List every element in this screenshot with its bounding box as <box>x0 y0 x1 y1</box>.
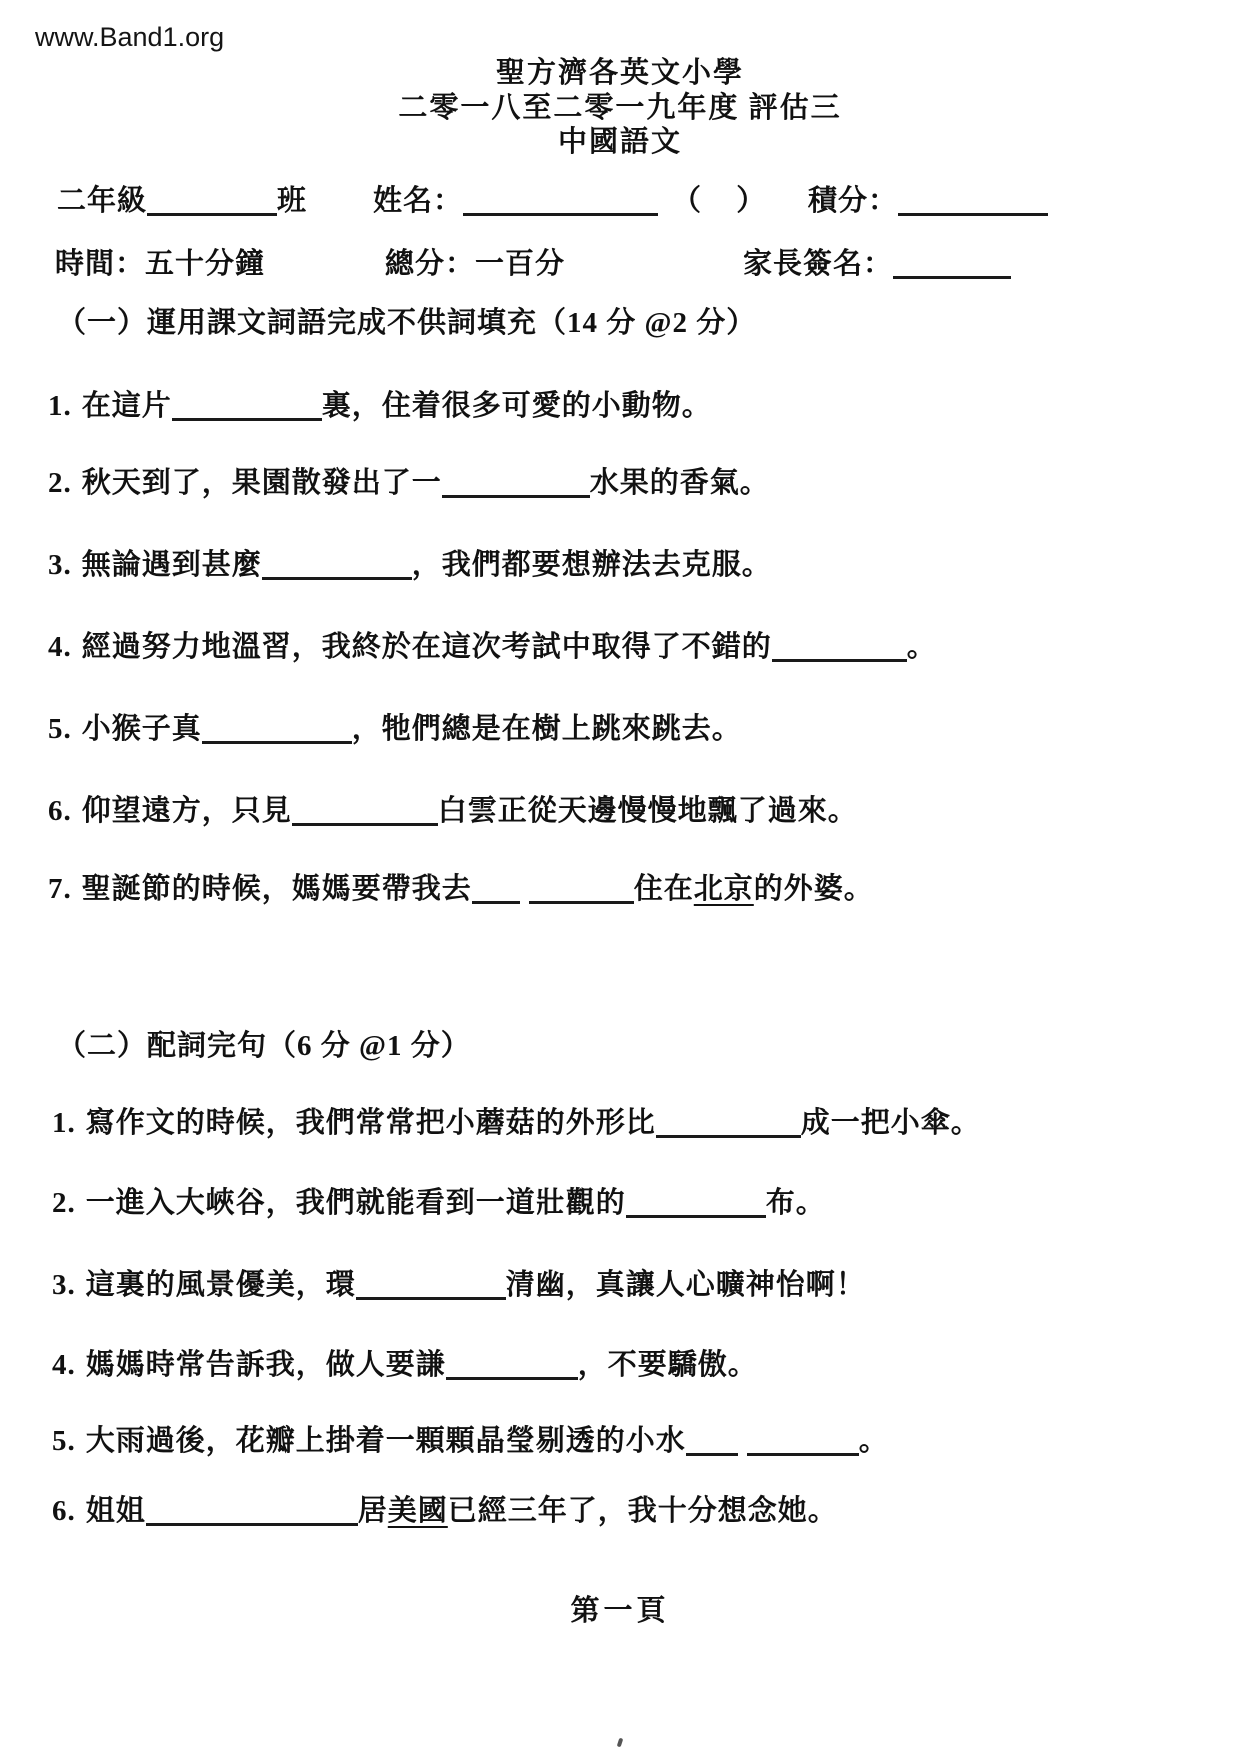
question-number: 3. <box>52 1269 76 1301</box>
question-number: 6. <box>48 795 72 827</box>
school-name: 聖方濟各英文小學 <box>495 57 744 89</box>
question-text: 已經三年了，我十分想念她。 <box>447 1495 838 1527</box>
answer-blank <box>172 389 322 421</box>
question-text: 在這片 <box>81 390 172 422</box>
s2-question-3 <box>52 1262 866 1303</box>
parent-sign-label: 家長簽名： <box>743 248 894 280</box>
question-text: 。 <box>858 1425 889 1457</box>
question-number: 4. <box>52 1349 76 1381</box>
section1-heading: （一）運用課文詞語完成不供詞填充（14 分 @2 分） <box>57 307 757 339</box>
s2-question-1 <box>52 1100 981 1141</box>
s2-question-2 <box>52 1180 826 1221</box>
s1-question-6 <box>48 788 858 829</box>
question-number: 5. <box>48 713 72 745</box>
name-field <box>373 178 779 219</box>
answer-blank <box>626 1186 766 1218</box>
question-text: 秋天到了，果園散發出了一 <box>81 467 442 499</box>
question-text: 無論遇到甚麼 <box>81 549 262 581</box>
question-number: 2. <box>52 1187 76 1219</box>
s1-question-4 <box>48 624 937 665</box>
s2-question-6 <box>52 1488 838 1529</box>
answer-blank <box>472 872 520 904</box>
s1-question-2 <box>48 460 770 501</box>
answer-blank <box>292 794 438 826</box>
s1-question-3 <box>48 542 772 583</box>
subject-title: 中國語文 <box>557 126 682 158</box>
question-text: 大雨過後，花瓣上掛着一顆顆晶瑩剔透的小水 <box>85 1425 686 1457</box>
grade-class-field <box>57 178 307 219</box>
question-text: 白雲正從天邊慢慢地飄了過來。 <box>437 795 858 827</box>
answer-blank <box>686 1424 738 1456</box>
question-text: 住在 <box>633 873 694 905</box>
question-text: 水果的香氣。 <box>589 467 770 499</box>
class-number-paren: （ ） <box>672 185 780 217</box>
class-label: 班 <box>277 185 308 217</box>
s1-question-1 <box>48 383 712 424</box>
s1-question-5 <box>48 706 742 747</box>
question-text: ，不要驕傲。 <box>577 1349 758 1381</box>
question-text: 一進入大峽谷，我們就能看到一道壯觀的 <box>85 1187 626 1219</box>
score-label: 積分： <box>808 185 899 217</box>
question-text: 這裏的風景優美，環 <box>85 1269 356 1301</box>
answer-blank <box>146 1494 358 1526</box>
s1-question-7 <box>48 866 874 907</box>
s2-question-5 <box>52 1418 889 1459</box>
question-number: 1. <box>52 1107 76 1139</box>
parent-signature-field <box>743 241 1011 282</box>
question-text: 成一把小傘。 <box>800 1107 981 1139</box>
answer-blank <box>262 548 412 580</box>
time-field: 時間：五十分鐘 <box>55 248 266 280</box>
answer-blank <box>747 1424 859 1456</box>
question-text: 小猴子真 <box>81 713 202 745</box>
question-number: 6. <box>52 1495 76 1527</box>
question-text: ，牠們總是在樹上跳來跳去。 <box>351 713 742 745</box>
question-number: 1. <box>48 390 72 422</box>
answer-blank <box>446 1348 578 1380</box>
question-number: 4. <box>48 631 72 663</box>
question-number: 5. <box>52 1425 76 1457</box>
place-name-underlined: 美國 <box>387 1495 448 1527</box>
total-score-field: 總分：一百分 <box>385 248 566 280</box>
question-text: ，我們都要想辦法去克服。 <box>411 549 772 581</box>
question-number: 7. <box>48 873 72 905</box>
question-text: 。 <box>906 631 937 663</box>
answer-blank <box>202 712 352 744</box>
question-text: 仰望遠方，只見 <box>81 795 292 827</box>
question-number: 3. <box>48 549 72 581</box>
question-text: 的外婆。 <box>753 873 874 905</box>
question-text: 寫作文的時候，我們常常把小蘑菇的外形比 <box>85 1107 656 1139</box>
parent-sign-blank <box>893 247 1011 279</box>
section2-heading: （二）配詞完句（6 分 @1 分） <box>57 1030 471 1062</box>
question-text: 裏，住着很多可愛的小動物。 <box>321 390 712 422</box>
question-text: 姐姐 <box>85 1495 146 1527</box>
answer-blank <box>356 1268 506 1300</box>
name-label: 姓名： <box>373 185 464 217</box>
question-text: 聖誕節的時候，媽媽要帶我去 <box>81 873 472 905</box>
answer-blank <box>529 872 634 904</box>
answer-blank <box>772 630 907 662</box>
question-number: 2. <box>48 467 72 499</box>
question-text: 布。 <box>765 1187 826 1219</box>
score-field <box>808 178 1048 219</box>
score-blank <box>898 184 1048 216</box>
name-blank <box>463 184 658 216</box>
scan-speck <box>617 1738 624 1748</box>
s2-question-4 <box>52 1342 758 1383</box>
grade-label: 二年級 <box>57 185 148 217</box>
page-number: 第一頁 <box>570 1595 670 1627</box>
answer-blank <box>656 1106 801 1138</box>
question-text: 經過努力地溫習，我終於在這次考試中取得了不錯的 <box>81 631 772 663</box>
class-blank <box>147 184 277 216</box>
question-text: 居 <box>357 1495 388 1527</box>
place-name-underlined: 北京 <box>693 873 754 905</box>
watermark: www.Band1.org <box>35 22 225 52</box>
question-text: 清幽，真讓人心曠神怡啊！ <box>505 1269 866 1301</box>
question-text: 媽媽時常告訴我，做人要謙 <box>85 1349 446 1381</box>
exam-session: 二零一八至二零一九年度 評估三 <box>398 92 842 124</box>
answer-blank <box>442 466 590 498</box>
